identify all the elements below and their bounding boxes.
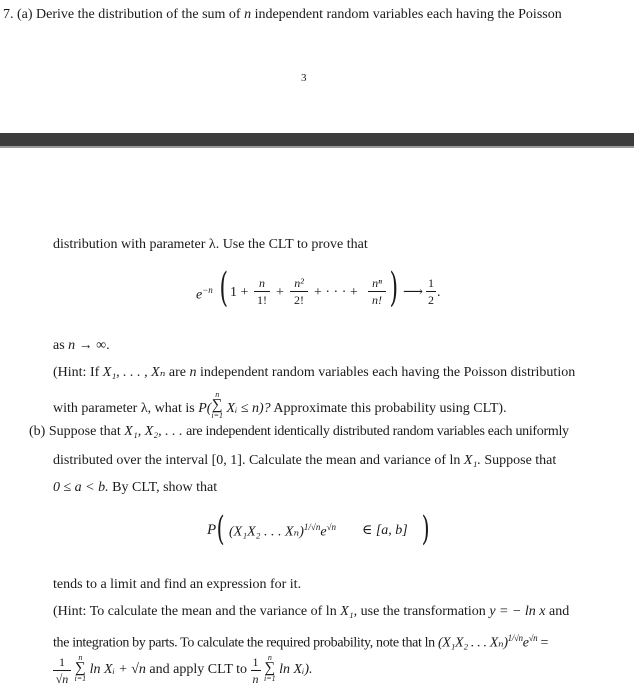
problem-number: 7.: [3, 7, 14, 22]
hint-b-sum-2: n ∑ i=1: [264, 653, 276, 683]
hint-a-line-1: (Hint: If X₁, . . . , Xₙ are n independent random variables each having the Poisson distribution: [53, 365, 576, 380]
hint-b-line-3: $\frac{1}{√n}$ n ∑ i=1 ln Xᵢ + √n and apply CLT to $\frac{1}{n}$ n ∑ i=1 ln Xᵢ).: [53, 654, 313, 686]
part-a-label: (a): [17, 7, 33, 22]
eq1-exponential: $e^{-n}$: [196, 285, 213, 303]
eq1-arrow: ⟶: [403, 285, 424, 300]
tends-line: tends to a limit and find an expression for it.: [53, 577, 302, 592]
part-b-line-3: 0 ≤ a < b. By CLT, show that: [53, 480, 218, 495]
as-n-line: as n → ∞.: [53, 338, 110, 353]
eq1-fraction-3: nⁿ n!: [368, 276, 386, 307]
eq1-dots: + · · · +: [314, 285, 358, 300]
eq2-left-paren: (: [216, 509, 225, 549]
eq1-right-paren: ): [389, 265, 399, 311]
hint-b-line-1: (Hint: To calculate the mean and the variance of ln X₁, use the transformation y = − ln x and: [53, 604, 570, 619]
page-break-shadow: [0, 146, 634, 148]
hint-b-line-2: the integration by parts. To calculate the required probability, note that ln (X₁X₂ . . . $X_n)^{1/√n}e^{√n}$ =: [53, 633, 549, 651]
eq1-one-plus: 1 +: [230, 285, 249, 300]
display-equation-1: [196, 265, 456, 320]
eq1-period: .: [437, 285, 441, 300]
continued-line: distribution with parameter λ. Use the CLT to prove that: [53, 237, 368, 252]
part-b-label: (b): [29, 424, 46, 439]
variable-n: n: [244, 7, 252, 22]
page-number: 3: [301, 72, 307, 84]
eq2-right-paren: ): [421, 509, 430, 549]
page-break-bar: [0, 133, 634, 146]
part-b-line-2: distributed over the interval [0, 1]. Calculate the mean and variance of ln X₁. Suppose that: [53, 453, 557, 468]
eq2-probability: P: [207, 522, 217, 538]
hint-b-fraction-1: $\frac{1}{√n}$: [53, 655, 71, 686]
hint-a-line-2: with parameter λ, what is P( n ∑ i=1 Xᵢ ≤ n)? Approximate this probability using CLT).: [53, 390, 507, 420]
part-a-intro-rest: independent random variables each having the Poisson: [254, 7, 562, 22]
sum-symbol: n ∑ i=1: [211, 390, 224, 420]
eq2-product: (X₁X₂ . . . $X_n)^{1/√n}e^{√n}$: [229, 522, 337, 540]
eq1-fraction-1: n 1!: [254, 276, 270, 307]
problem-statement-line-1: [3, 6, 562, 24]
eq1-fraction-half: 1 2: [428, 276, 434, 307]
hint-b-fraction-2: $\frac{1}{n}$: [252, 655, 259, 686]
hint-b-sum-1: n ∑ i=1: [74, 653, 87, 683]
eq1-fraction-2: n² 2!: [290, 276, 308, 307]
display-equation-2: [207, 509, 467, 552]
eq1-plus: +: [276, 285, 284, 300]
eq1-left-paren: (: [219, 265, 229, 311]
part-a-intro: Derive the distribution of the sum of: [36, 7, 241, 22]
part-b-line-1: (b) Suppose that X₁, X₂, . . . are independent identically distributed random variables each uniformly: [29, 424, 569, 439]
eq2-interval: ∈ [a, b]: [362, 523, 408, 538]
